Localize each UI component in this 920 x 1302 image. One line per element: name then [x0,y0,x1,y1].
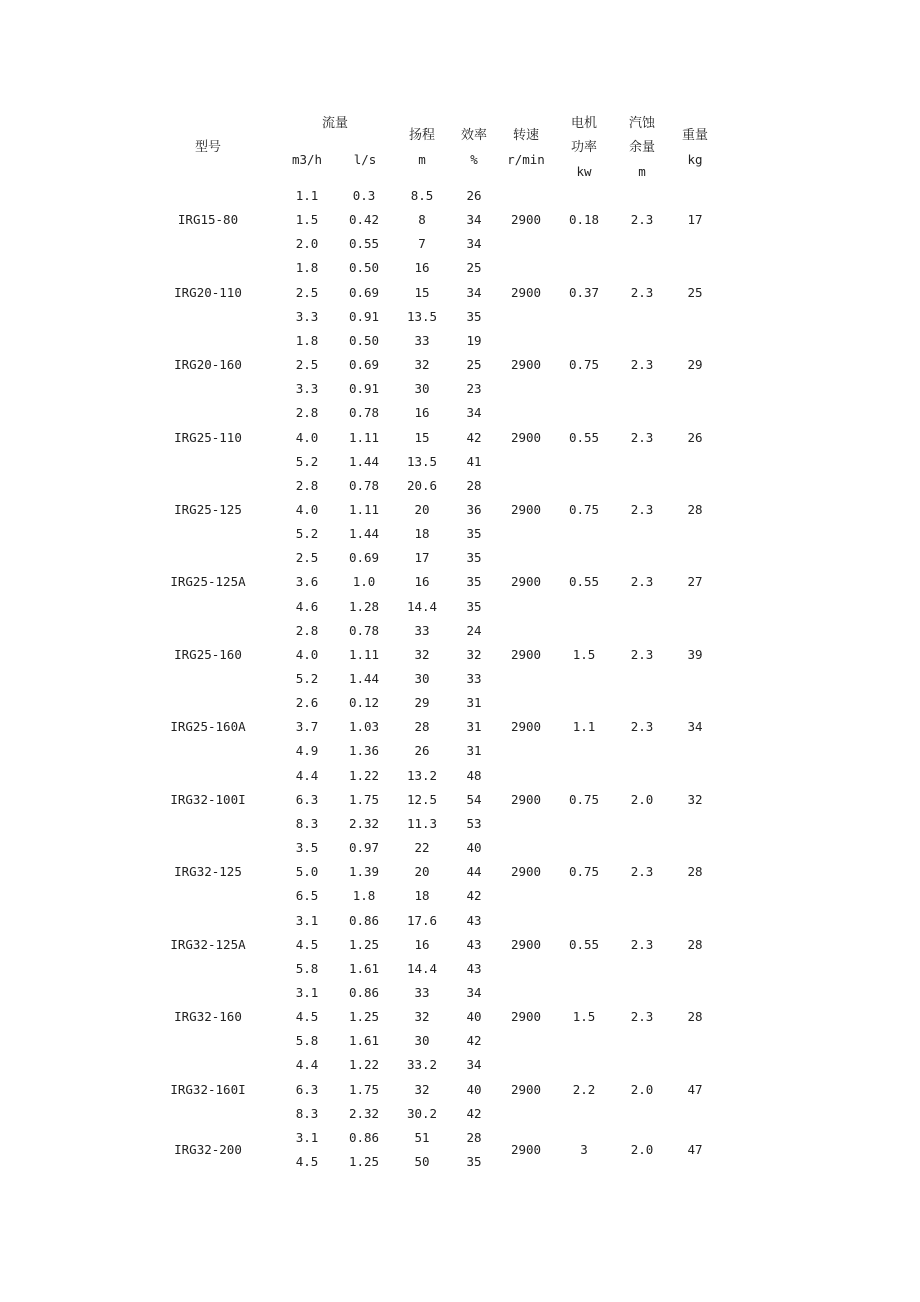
efficiency-cell: 35 [466,308,482,324]
speed-cell: 2900 [510,791,542,807]
npsh-cell: 2.3 [630,864,654,880]
model-cell: IRG15-80 [177,212,239,228]
flow-ls-cell: 0.69 [348,284,380,300]
flow-ls-cell: 1.75 [348,1081,380,1097]
head-cell: 14.4 [406,960,438,976]
model-cell: IRG32-125 [174,864,242,880]
motor-power-cell: 0.37 [568,284,600,300]
speed-cell: 2900 [510,429,542,445]
npsh-cell: 2.3 [630,719,654,735]
flow-m3h-cell: 2.0 [295,236,319,252]
head-cell: 16 [414,260,430,276]
motor-power-cell: 0.55 [568,574,600,590]
efficiency-cell: 34 [466,1057,482,1073]
weight-cell: 28 [687,501,703,517]
weight-cell: 26 [687,429,703,445]
npsh-cell: 2.3 [630,357,654,373]
header-model: 型号 [194,140,221,155]
efficiency-cell: 43 [466,936,482,952]
flow-m3h-cell: 3.1 [295,1129,319,1145]
efficiency-cell: 34 [466,984,482,1000]
efficiency-cell: 34 [466,236,482,252]
flow-m3h-cell: 6.3 [295,1081,319,1097]
npsh-cell: 2.3 [630,1009,654,1025]
weight-cell: 32 [687,791,703,807]
flow-ls-cell: 1.61 [348,1033,380,1049]
motor-power-cell: 1.1 [572,719,596,735]
efficiency-cell: 33 [466,671,482,686]
efficiency-cell: 53 [466,815,482,831]
efficiency-cell: 44 [466,864,482,880]
npsh-cell: 2.3 [630,936,654,952]
header-efficiency-unit: % [470,152,478,167]
efficiency-cell: 35 [466,526,482,542]
head-cell: 51 [414,1129,430,1145]
head-cell: 33 [414,332,430,348]
speed-cell: 2900 [510,574,542,590]
speed-cell: 2900 [510,1009,542,1025]
speed-cell: 2900 [510,284,542,300]
npsh-cell: 2.0 [630,791,654,807]
header-flow-ls: l/s [353,152,377,167]
speed-cell: 2900 [510,936,542,952]
flow-m3h-cell: 1.8 [295,332,319,348]
flow-m3h-cell: 8.3 [295,815,319,831]
motor-power-cell: 0.75 [568,357,600,373]
npsh-cell: 2.0 [630,1081,654,1097]
efficiency-cell: 24 [466,622,482,638]
flow-m3h-cell: 2.6 [295,695,319,711]
head-cell: 20 [414,864,430,880]
flow-ls-cell: 0.97 [348,840,380,856]
flow-m3h-cell: 4.0 [295,501,319,517]
head-cell: 17.6 [406,912,438,928]
flow-ls-cell: 1.25 [348,1009,380,1025]
head-cell: 30.2 [406,1105,438,1121]
flow-ls-cell: 0.69 [348,357,380,373]
flow-ls-cell: 0.42 [348,212,380,228]
weight-cell: 39 [687,646,703,662]
motor-power-cell: 0.55 [568,429,600,445]
efficiency-cell: 40 [466,1081,482,1097]
speed-cell: 2900 [510,212,542,228]
header-npsh-2: 余量 [628,140,655,155]
flow-m3h-cell: 2.8 [295,622,319,638]
speed-cell: 2900 [510,501,542,517]
efficiency-cell: 31 [466,695,482,711]
flow-m3h-cell: 5.2 [295,671,319,686]
efficiency-cell: 19 [466,332,482,348]
motor-power-cell: 0.75 [568,791,600,807]
header-motor-power-1: 电机 [570,116,597,131]
efficiency-cell: 35 [466,1154,482,1169]
efficiency-cell: 31 [466,719,482,735]
flow-m3h-cell: 6.5 [295,888,319,904]
efficiency-cell: 34 [466,212,482,228]
flow-m3h-cell: 3.3 [295,381,319,397]
motor-power-cell: 0.18 [568,212,600,228]
head-cell: 17 [414,550,430,566]
header-motor-power-2: 功率 [570,140,597,155]
head-cell: 18 [414,526,430,542]
header-motor-power-unit: kw [576,164,592,179]
head-cell: 30 [414,671,430,686]
flow-m3h-cell: 3.3 [295,308,319,324]
efficiency-cell: 35 [466,550,482,566]
npsh-cell: 2.3 [630,574,654,590]
flow-m3h-cell: 4.9 [295,743,319,759]
flow-m3h-cell: 4.0 [295,646,319,662]
speed-cell: 2900 [510,357,542,373]
flow-m3h-cell: 4.5 [295,1009,319,1025]
head-cell: 15 [414,284,430,300]
npsh-cell: 2.3 [630,429,654,445]
head-cell: 22 [414,840,430,856]
speed-cell: 2900 [510,1081,542,1097]
motor-power-cell: 1.5 [572,646,596,662]
efficiency-cell: 42 [466,888,482,904]
model-cell: IRG32-160I [170,1081,246,1097]
head-cell: 8 [418,212,426,228]
efficiency-cell: 25 [466,260,482,276]
flow-ls-cell: 1.22 [348,767,380,783]
weight-cell: 47 [687,1081,703,1097]
flow-m3h-cell: 2.5 [295,284,319,300]
head-cell: 29 [414,695,430,711]
efficiency-cell: 25 [466,357,482,373]
motor-power-cell: 3 [580,1141,588,1157]
efficiency-cell: 40 [466,840,482,856]
flow-m3h-cell: 4.4 [295,767,319,783]
flow-m3h-cell: 1.1 [295,188,319,203]
efficiency-cell: 41 [466,453,482,469]
flow-ls-cell: 0.69 [348,550,380,566]
model-cell: IRG32-100I [170,791,246,807]
flow-ls-cell: 2.32 [348,815,380,831]
head-cell: 32 [414,1081,430,1097]
efficiency-cell: 48 [466,767,482,783]
flow-ls-cell: 1.44 [348,453,380,469]
weight-cell: 27 [687,574,703,590]
header-head: 扬程 [408,128,435,143]
motor-power-cell: 2.2 [572,1081,596,1097]
flow-ls-cell: 1.0 [352,574,376,590]
head-cell: 30 [414,381,430,397]
efficiency-cell: 42 [466,1105,482,1121]
model-cell: IRG25-110 [174,429,242,445]
efficiency-cell: 23 [466,381,482,397]
header-head-unit: m [418,152,426,167]
motor-power-cell: 0.55 [568,936,600,952]
model-cell: IRG25-160A [170,719,246,735]
flow-ls-cell: 0.91 [348,381,380,397]
head-cell: 8.5 [410,188,434,203]
npsh-cell: 2.3 [630,501,654,517]
efficiency-cell: 35 [466,574,482,590]
flow-m3h-cell: 4.4 [295,1057,319,1073]
head-cell: 16 [414,936,430,952]
efficiency-cell: 43 [466,960,482,976]
flow-ls-cell: 0.50 [348,332,380,348]
weight-cell: 29 [687,357,703,373]
motor-power-cell: 0.75 [568,864,600,880]
weight-cell: 34 [687,719,703,735]
speed-cell: 2900 [510,1141,542,1157]
flow-ls-cell: 0.78 [348,622,380,638]
flow-m3h-cell: 3.1 [295,912,319,928]
flow-m3h-cell: 3.1 [295,984,319,1000]
header-speed: 转速 [512,128,539,143]
head-cell: 26 [414,743,430,759]
head-cell: 7 [418,236,426,252]
model-cell: IRG20-110 [174,284,242,300]
flow-m3h-cell: 4.5 [295,1154,319,1169]
head-cell: 33.2 [406,1057,438,1073]
flow-m3h-cell: 2.5 [295,357,319,373]
head-cell: 32 [414,357,430,373]
flow-ls-cell: 1.44 [348,671,380,686]
flow-ls-cell: 1.11 [348,646,380,662]
flow-ls-cell: 1.44 [348,526,380,542]
flow-ls-cell: 0.86 [348,1129,380,1145]
weight-cell: 17 [687,212,703,228]
flow-m3h-cell: 3.5 [295,840,319,856]
model-cell: IRG25-125 [174,501,242,517]
flow-m3h-cell: 5.8 [295,960,319,976]
flow-m3h-cell: 3.7 [295,719,319,735]
flow-ls-cell: 0.55 [348,236,380,252]
head-cell: 30 [414,1033,430,1049]
efficiency-cell: 35 [466,598,482,614]
head-cell: 32 [414,646,430,662]
model-cell: IRG32-160 [174,1009,242,1025]
speed-cell: 2900 [510,646,542,662]
npsh-cell: 2.3 [630,212,654,228]
weight-cell: 28 [687,936,703,952]
header-weight: 重量 [681,128,708,143]
flow-ls-cell: 0.86 [348,912,380,928]
flow-ls-cell: 2.32 [348,1105,380,1121]
model-cell: IRG25-160 [174,646,242,662]
head-cell: 16 [414,405,430,421]
flow-m3h-cell: 5.0 [295,864,319,880]
header-efficiency: 效率 [460,128,487,143]
flow-m3h-cell: 2.5 [295,550,319,566]
efficiency-cell: 40 [466,1009,482,1025]
flow-m3h-cell: 4.0 [295,429,319,445]
flow-ls-cell: 0.12 [348,695,380,711]
head-cell: 18 [414,888,430,904]
header-flow: 流量 [321,116,348,131]
flow-ls-cell: 0.50 [348,260,380,276]
head-cell: 11.3 [406,815,438,831]
header-npsh-unit: m [638,164,646,179]
weight-cell: 47 [687,1141,703,1157]
flow-ls-cell: 1.36 [348,743,380,759]
weight-cell: 28 [687,1009,703,1025]
flow-ls-cell: 1.03 [348,719,380,735]
flow-m3h-cell: 8.3 [295,1105,319,1121]
efficiency-cell: 28 [466,1129,482,1145]
efficiency-cell: 31 [466,743,482,759]
flow-ls-cell: 1.75 [348,791,380,807]
flow-m3h-cell: 5.2 [295,526,319,542]
motor-power-cell: 1.5 [572,1009,596,1025]
flow-ls-cell: 1.61 [348,960,380,976]
header-weight-unit: kg [687,152,703,167]
head-cell: 33 [414,984,430,1000]
efficiency-cell: 26 [466,188,482,203]
flow-m3h-cell: 1.8 [295,260,319,276]
flow-m3h-cell: 4.5 [295,936,319,952]
header-speed-unit: r/min [507,152,545,167]
flow-m3h-cell: 2.8 [295,405,319,421]
speed-cell: 2900 [510,864,542,880]
flow-m3h-cell: 1.5 [295,212,319,228]
flow-m3h-cell: 2.8 [295,477,319,493]
npsh-cell: 2.3 [630,646,654,662]
model-cell: IRG32-200 [174,1141,242,1157]
head-cell: 13.5 [406,453,438,469]
npsh-cell: 2.3 [630,284,654,300]
efficiency-cell: 34 [466,405,482,421]
head-cell: 20.6 [406,477,438,493]
efficiency-cell: 34 [466,284,482,300]
efficiency-cell: 32 [466,646,482,662]
npsh-cell: 2.0 [630,1141,654,1157]
flow-ls-cell: 0.3 [352,188,376,203]
head-cell: 32 [414,1009,430,1025]
flow-m3h-cell: 4.6 [295,598,319,614]
flow-ls-cell: 1.25 [348,1154,380,1169]
flow-ls-cell: 1.22 [348,1057,380,1073]
model-cell: IRG25-125A [170,574,246,590]
head-cell: 14.4 [406,598,438,614]
flow-m3h-cell: 5.2 [295,453,319,469]
weight-cell: 25 [687,284,703,300]
head-cell: 16 [414,574,430,590]
efficiency-cell: 36 [466,501,482,517]
flow-ls-cell: 1.11 [348,429,380,445]
flow-ls-cell: 1.8 [352,888,376,904]
header-flow-m3h: m3/h [291,152,323,167]
head-cell: 50 [414,1154,430,1169]
efficiency-cell: 28 [466,477,482,493]
flow-ls-cell: 1.11 [348,501,380,517]
flow-ls-cell: 0.78 [348,405,380,421]
model-cell: IRG20-160 [174,357,242,373]
head-cell: 33 [414,622,430,638]
head-cell: 15 [414,429,430,445]
header-npsh-1: 汽蚀 [628,116,655,131]
flow-ls-cell: 1.28 [348,598,380,614]
head-cell: 13.2 [406,767,438,783]
flow-ls-cell: 0.86 [348,984,380,1000]
head-cell: 12.5 [406,791,438,807]
efficiency-cell: 43 [466,912,482,928]
flow-m3h-cell: 6.3 [295,791,319,807]
efficiency-cell: 42 [466,1033,482,1049]
flow-ls-cell: 0.91 [348,308,380,324]
head-cell: 13.5 [406,308,438,324]
model-cell: IRG32-125A [170,936,246,952]
flow-m3h-cell: 5.8 [295,1033,319,1049]
head-cell: 28 [414,719,430,735]
weight-cell: 28 [687,864,703,880]
head-cell: 20 [414,501,430,517]
speed-cell: 2900 [510,719,542,735]
flow-m3h-cell: 3.6 [295,574,319,590]
flow-ls-cell: 1.25 [348,936,380,952]
flow-ls-cell: 1.39 [348,864,380,880]
motor-power-cell: 0.75 [568,501,600,517]
efficiency-cell: 54 [466,791,482,807]
efficiency-cell: 42 [466,429,482,445]
flow-ls-cell: 0.78 [348,477,380,493]
